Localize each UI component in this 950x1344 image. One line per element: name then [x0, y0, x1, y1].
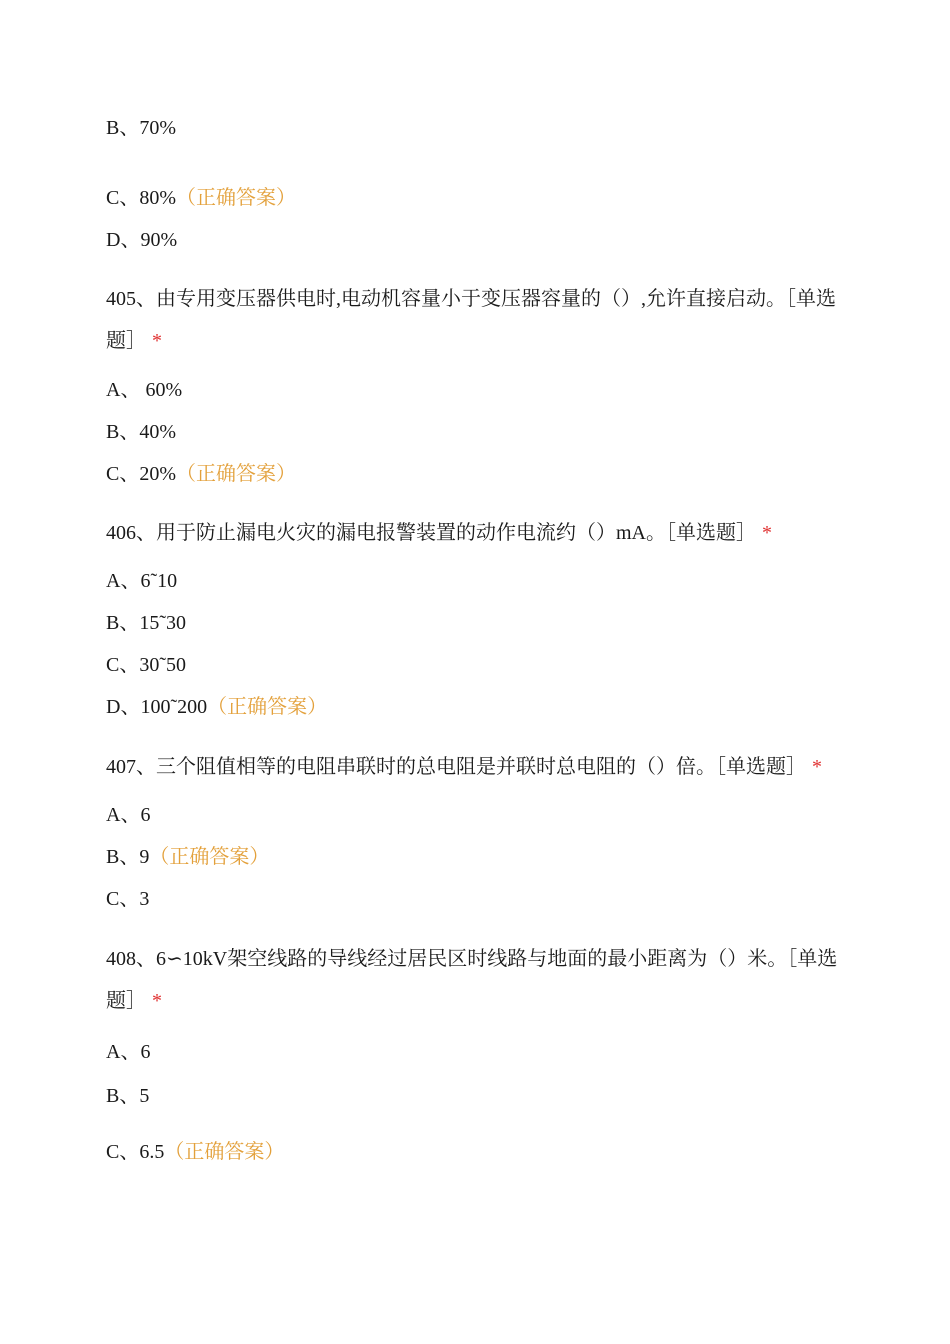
- option-label: A、6: [106, 1041, 151, 1063]
- option-label: C、20%: [106, 463, 176, 485]
- option-label: C、6.5: [106, 1141, 165, 1163]
- question-body: 408、6∽10kV架空线路的导线经过居民区时线路与地面的最小距离为（）米。［单选题］: [106, 948, 838, 1012]
- question-text: [106, 753, 822, 781]
- correct-answer-tag: （正确答案）: [176, 187, 296, 209]
- option-item: [106, 693, 327, 721]
- question-body: 405、由专用变压器供电时,电动机容量小于变压器容量的（）,允许直接启动。［单选题］: [106, 288, 836, 352]
- option-label: B、70%: [106, 117, 176, 139]
- option-label: D、100˜200: [106, 696, 208, 718]
- option-item: [106, 460, 296, 488]
- option-label: C、30˜50: [106, 654, 186, 676]
- correct-answer-tag: （正确答案）: [164, 1141, 285, 1163]
- option-label: A、 60%: [106, 379, 183, 401]
- option-label: C、3: [106, 888, 150, 910]
- correct-answer-tag: （正确答案）: [207, 696, 328, 718]
- option-item: [106, 114, 176, 142]
- option-item: [106, 843, 269, 871]
- option-item: [106, 801, 150, 829]
- option-item: [106, 376, 182, 404]
- option-item: [106, 226, 177, 254]
- question-text: [106, 938, 842, 1022]
- option-item: [106, 885, 149, 913]
- option-item: [106, 1038, 150, 1066]
- option-label: A、6˜10: [106, 570, 178, 592]
- option-label: D、90%: [106, 229, 178, 251]
- option-label: B、15˜30: [106, 612, 186, 634]
- question-text: [106, 519, 772, 547]
- option-label: A、6: [106, 804, 151, 826]
- required-star: *: [812, 756, 822, 778]
- correct-answer-tag: （正确答案）: [149, 846, 270, 868]
- question-body: 407、三个阻值相等的电阻串联时的总电阻是并联时总电阻的（）倍。［单选题］: [106, 756, 806, 778]
- option-item: [106, 1082, 149, 1110]
- question-body: 406、用于防止漏电火灾的漏电报警装置的动作电流约（）mA。［单选题］: [106, 522, 756, 544]
- option-item: [106, 651, 186, 679]
- required-star: *: [762, 522, 772, 544]
- option-item: [106, 184, 296, 212]
- option-label: B、5: [106, 1085, 150, 1107]
- option-item: [106, 1138, 284, 1166]
- option-label: B、9: [106, 846, 150, 868]
- option-label: C、80%: [106, 187, 176, 209]
- question-text: [106, 278, 842, 362]
- option-item: [106, 418, 176, 446]
- required-star: *: [152, 330, 162, 352]
- option-item: [106, 609, 186, 637]
- option-item: [106, 567, 177, 595]
- option-label: B、40%: [106, 421, 176, 443]
- correct-answer-tag: （正确答案）: [176, 463, 296, 485]
- required-star: *: [152, 990, 162, 1012]
